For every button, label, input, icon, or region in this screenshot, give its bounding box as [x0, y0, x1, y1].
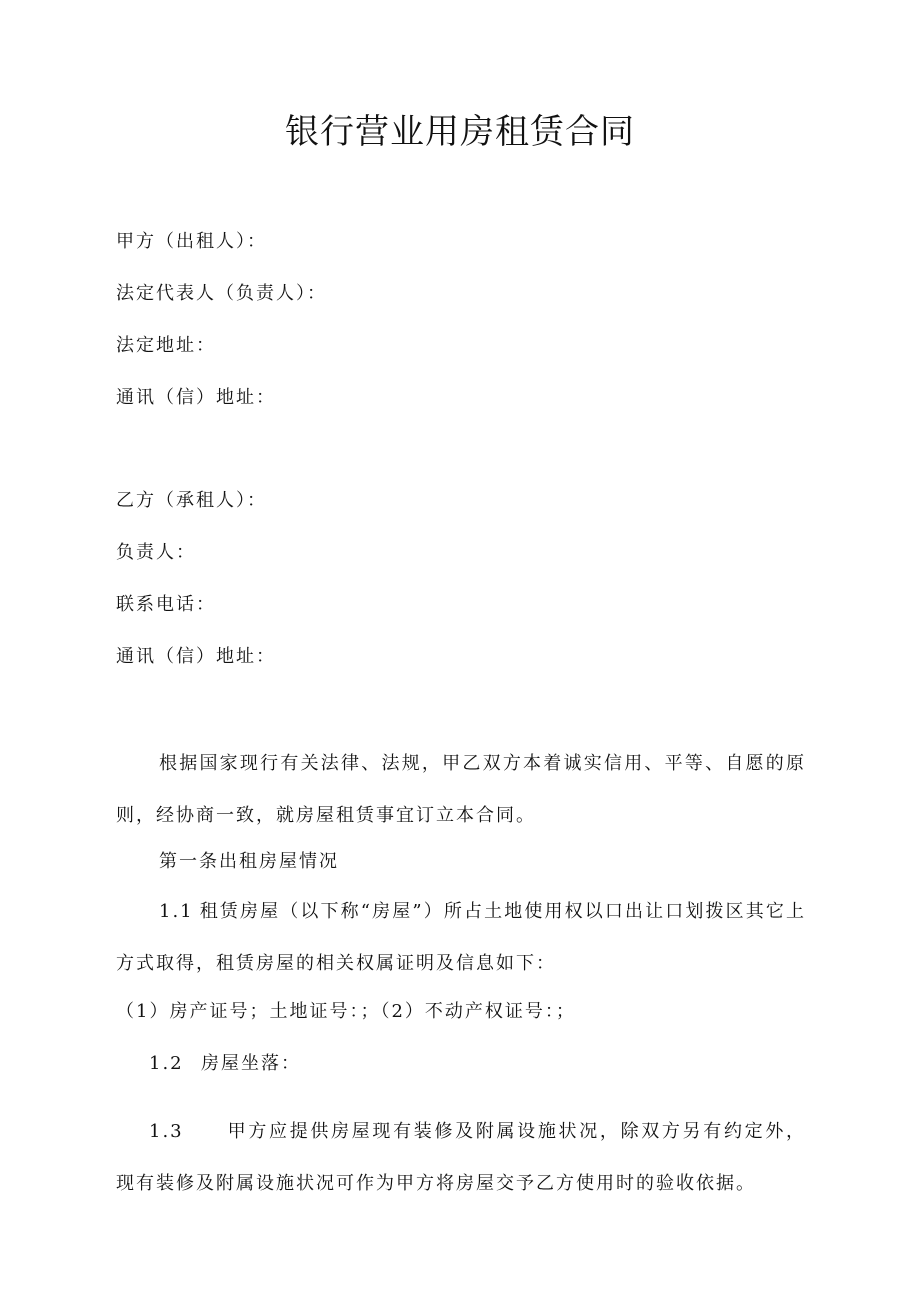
clause-1-3-number: 1.3	[149, 1121, 184, 1142]
clause-1-2-number: 1.2	[149, 1053, 184, 1074]
document-title: 银行营业用房租赁合同	[285, 112, 635, 152]
party-b-mail-address: 通讯（信）地址：	[116, 646, 276, 667]
party-a-legal-address: 法定地址：	[116, 335, 216, 356]
party-a-lessor: 甲方（出租人）：	[116, 231, 267, 252]
clause-1-3	[116, 1106, 806, 1210]
clause-1-2-text: 房屋坐落：	[201, 1053, 301, 1074]
clause-1-2	[149, 1050, 301, 1078]
party-b-phone: 联系电话：	[116, 594, 216, 615]
clause-1-1-number: 1.1	[159, 901, 194, 922]
party-b-person-in-charge: 负责人：	[116, 542, 196, 563]
preamble-paragraph: 根据国家现行有关法律、法规，甲乙双方本着诚实信用、平等、自愿的原则，经协商一致，就房屋租赁事宜订立本合同。	[116, 753, 806, 826]
article-1-heading: 第一条出租房屋情况	[159, 851, 339, 872]
clause-1-1	[116, 886, 806, 990]
party-a-mail-address: 通讯（信）地址：	[116, 387, 276, 408]
clause-1-3-text: 甲方应提供房屋现有装修及附属设施状况，除双方另有约定外，现有装修及附属设施状况可作为甲方将房屋交予乙方使用时的验收依据。	[116, 1121, 806, 1194]
certificates-line: （1）房产证号；土地证号：；（2）不动产权证号：；	[116, 1001, 576, 1022]
party-a-legal-rep: 法定代表人（负责人）：	[116, 283, 327, 304]
clause-1-1-text: 租赁房屋（以下称“房屋”）所占土地使用权以口出让口划拨区其它上方式取得，租赁房屋的相关权属证明及信息如下：	[116, 901, 806, 974]
party-b-lessee: 乙方（承租人）：	[116, 490, 267, 511]
